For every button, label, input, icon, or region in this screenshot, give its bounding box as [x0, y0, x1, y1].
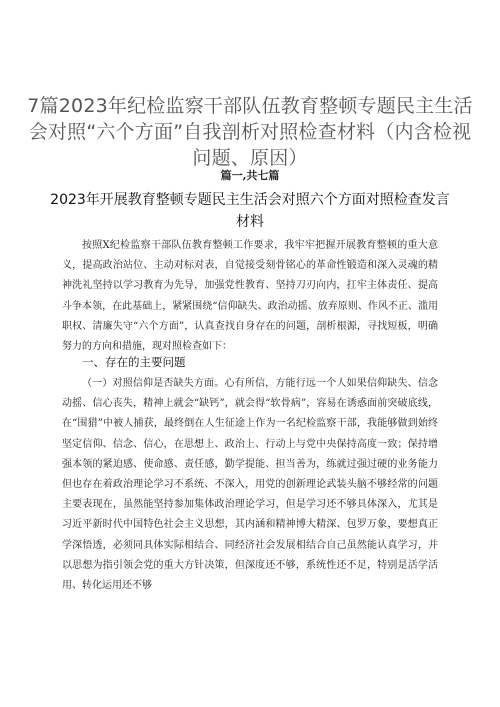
intro-paragraph: 按照X纪检监察干部队伍教育整顿工作要求，我牢牢把握开展教育整顿的重大意义，提高政治站位、主动对标对表，自觉接受刻骨铭心的革命性锻造和深入灵魂的精神洗礼坚持以学习教育为先导，加强党性教育、坚持刀刃向内，扛牢主体责任、提高斗争本领，在此基础上，紧紧围绕“信仰缺失、政治动摇、放弃原则、作风不正、滥用职权、清廉失守“六个方面”，认真查找自身存在的问题，剖析根源，寻找短板，明确努力的方向和措施，现对照检查如下：: [62, 240, 438, 353]
paragraph-faith: （一）对照信仰是否缺失方面。心有所信，方能行远一个人如果信仰缺失、信念动摇、信心丧失，精神上就会“缺钙”，就会得“软骨病”，容易在诱惑面前突破底线，在“围猎”中被人捕获，最终倒在人生征途上作为一名纪检监察干部，我能够做到始终坚定信仰、信念、信心，在思想上、政治上、行动上与党中央保持高度一致；保持增强本领的紧迫感、使命感、责任感，勤学提能、担当善为，练就过强过硬的业务能力但也存在着政治理论学习不系统、不深入，用党的创新理论武装头脑不够经常的问题主要表现在，虽然能坚持参加集体政治理论学习，但是学习还不够具体深入，尤其是习近平新时代中国特色社会主义思想，其内涵和精神博大精深、包罗万象，要想真正学深悟透，必须同具体实际相结合、同经济社会发展相结合自己虽然能认真学习，并以思想为指引领会党的重大方针决策，但深度还不够，系统性还不足，特别是活学活用、转化运用还不够: [62, 378, 438, 592]
article-heading: 2023年开展教育整顿专题民主生活会对照六个方面对照检查发言材料: [50, 192, 450, 230]
document-title: 7篇2023年纪检监察干部队伍教育整顿专题民主生活会对照“六个方面”自我剖析对照检查材料（内含检视问题、原因）: [27, 95, 473, 169]
chapter-label: 篇一,共七篇: [220, 169, 280, 182]
section-heading-main-problems: 一、存在的主要问题: [82, 355, 186, 369]
